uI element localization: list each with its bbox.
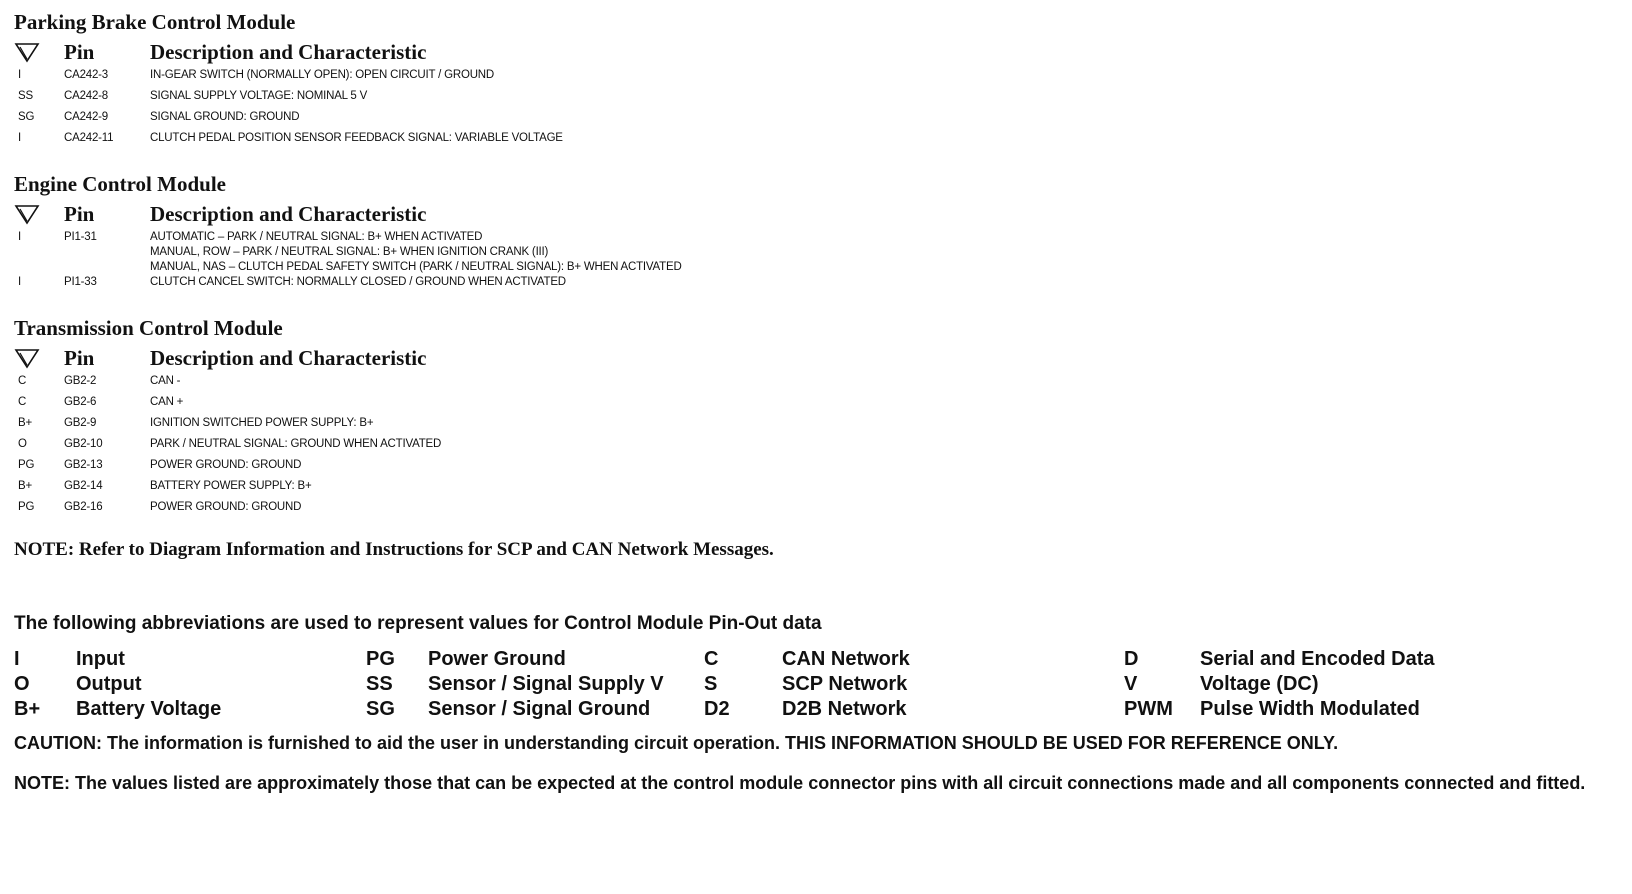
- pin-cell: GB2-10: [64, 438, 103, 450]
- module-title: Parking Brake Control Module: [14, 10, 296, 34]
- type-cell: C: [18, 396, 27, 408]
- desc-cell: SIGNAL GROUND: GROUND: [150, 111, 300, 123]
- abbr-row: [14, 647, 221, 672]
- abbr-code: PWM: [1124, 698, 1173, 720]
- abbr-meaning: Pulse Width Modulated: [1200, 698, 1420, 720]
- desc-cell: BATTERY POWER SUPPLY: B+: [150, 480, 312, 492]
- table-row: [14, 374, 1614, 395]
- table-row: [14, 416, 1614, 437]
- abbr-meaning: Power Ground: [428, 648, 566, 670]
- pin-cell: GB2-14: [64, 480, 103, 492]
- pin-column-header: Pin: [64, 39, 95, 64]
- module-transmission-control: [14, 314, 1614, 521]
- abbr-column: [1124, 647, 1435, 722]
- abbr-row: [1124, 647, 1435, 672]
- type-cell: I: [18, 132, 21, 144]
- document-page: [14, 8, 1614, 795]
- table-row: [14, 500, 1614, 521]
- abbr-meaning: Voltage (DC): [1200, 673, 1319, 695]
- table-row: [14, 437, 1614, 458]
- desc-cell: CLUTCH CANCEL SWITCH: NORMALLY CLOSED / GROUND WHEN ACTIVATED: [150, 276, 566, 288]
- description-column-header: Description and Characteristic: [150, 39, 427, 64]
- pin-cell: CA242-8: [64, 90, 108, 102]
- abbr-column: [14, 647, 221, 722]
- pin-cell: GB2-13: [64, 459, 103, 471]
- desc-cell: CAN -: [150, 375, 181, 387]
- desc-cell: CAN +: [150, 396, 184, 408]
- column-header-row: [14, 342, 1614, 374]
- abbr-row: [366, 647, 664, 672]
- desc-cell: CLUTCH PEDAL POSITION SENSOR FEEDBACK SIGNAL: VARIABLE VOLTAGE: [150, 132, 563, 144]
- abbr-row: [14, 697, 221, 722]
- type-cell: C: [18, 375, 27, 387]
- abbr-code: SS: [366, 673, 393, 695]
- abbr-row: [704, 672, 910, 697]
- type-cell: PG: [18, 501, 35, 513]
- description-column-header: Description and Characteristic: [150, 345, 427, 370]
- desc-cell: POWER GROUND: GROUND: [150, 459, 302, 471]
- network-note: NOTE: Refer to Diagram Information and Instructions for SCP and CAN Network Messages.: [14, 539, 774, 560]
- table-row: [14, 275, 1614, 296]
- table-row: [14, 89, 1614, 110]
- abbr-meaning: D2B Network: [782, 698, 907, 720]
- abbr-row: [1124, 697, 1435, 722]
- abbr-column: [704, 647, 910, 722]
- abbr-code: S: [704, 673, 718, 695]
- abbr-meaning: Serial and Encoded Data: [1200, 648, 1435, 670]
- abbr-code: PG: [366, 648, 395, 670]
- pin-cell: GB2-9: [64, 417, 97, 429]
- type-cell: I: [18, 69, 21, 81]
- abbr-code: B+: [14, 698, 41, 720]
- table-row: [14, 131, 1614, 152]
- abbr-row: [1124, 672, 1435, 697]
- desc-cell: PARK / NEUTRAL SIGNAL: GROUND WHEN ACTIVATED: [150, 438, 442, 450]
- type-cell: O: [18, 438, 27, 450]
- desc-cell: IGNITION SWITCHED POWER SUPPLY: B+: [150, 417, 374, 429]
- pin-cell: GB2-6: [64, 396, 97, 408]
- abbr-meaning: Sensor / Signal Ground: [428, 698, 651, 720]
- abbr-meaning: Output: [76, 673, 142, 695]
- table-row: [14, 68, 1614, 89]
- connector-triangle-icon: [14, 41, 64, 63]
- type-cell: SS: [18, 90, 33, 102]
- desc-cell: POWER GROUND: GROUND: [150, 501, 302, 513]
- abbr-code: O: [14, 673, 30, 695]
- pin-column-header: Pin: [64, 345, 95, 370]
- module-title: Engine Control Module: [14, 172, 226, 196]
- connector-triangle-icon: [14, 347, 64, 369]
- module-parking-brake: [14, 8, 1614, 152]
- abbr-meaning: CAN Network: [782, 648, 910, 670]
- table-row: [14, 479, 1614, 500]
- abbr-meaning: Input: [76, 648, 125, 670]
- module-title: Transmission Control Module: [14, 316, 283, 340]
- desc-cell: AUTOMATIC – PARK / NEUTRAL SIGNAL: B+ WHEN ACTIVATED MANUAL, ROW – PARK / NEUTRAL SIGNAL: B+ WHEN IGNITION CRANK (III) MANUAL, NAS – CLUTCH PEDAL SAFETY SWITCH (PARK / NEUTRAL SIGNAL): B+ WHEN ACTIVATED: [150, 231, 682, 273]
- pin-cell: GB2-16: [64, 501, 103, 513]
- abbr-row: [366, 672, 664, 697]
- desc-cell: IN-GEAR SWITCH (NORMALLY OPEN): OPEN CIRCUIT / GROUND: [150, 69, 495, 81]
- abbr-code: D2: [704, 698, 730, 720]
- type-cell: SG: [18, 111, 35, 123]
- table-row: [14, 230, 1614, 275]
- type-cell: B+: [18, 417, 32, 429]
- abbr-code: V: [1124, 673, 1138, 695]
- abbr-row: [704, 647, 910, 672]
- table-row: [14, 110, 1614, 131]
- type-cell: I: [18, 276, 21, 288]
- pin-column-header: Pin: [64, 201, 95, 226]
- abbr-row: [704, 697, 910, 722]
- abbr-meaning: Battery Voltage: [76, 698, 222, 720]
- description-column-header: Description and Characteristic: [150, 201, 427, 226]
- abbr-code: D: [1124, 648, 1139, 670]
- abbr-code: C: [704, 648, 719, 670]
- abbr-row: [366, 697, 664, 722]
- abbreviations-intro: The following abbreviations are used to represent values for Control Module Pin-Out data: [14, 613, 822, 634]
- type-cell: I: [18, 231, 21, 243]
- values-note: NOTE: The values listed are approximately those that can be expected at the control module connector pins with all circuit connections made and all components connected and fitted.: [14, 773, 1586, 793]
- pin-cell: PI1-31: [64, 231, 97, 243]
- abbr-code: I: [14, 648, 20, 670]
- column-header-row: [14, 198, 1614, 230]
- pin-cell: CA242-9: [64, 111, 108, 123]
- pin-cell: PI1-33: [64, 276, 97, 288]
- desc-cell: SIGNAL SUPPLY VOLTAGE: NOMINAL 5 V: [150, 90, 368, 102]
- pin-cell: CA242-3: [64, 69, 108, 81]
- caution-text: CAUTION: The information is furnished to aid the user in understanding circuit operation. THIS INFORMATION SHOULD BE USED FOR REFERENCE ONLY.: [14, 733, 1339, 753]
- abbr-meaning: SCP Network: [782, 673, 908, 695]
- type-cell: PG: [18, 459, 35, 471]
- pin-cell: GB2-2: [64, 375, 97, 387]
- abbr-column: [366, 647, 664, 722]
- table-row: [14, 395, 1614, 416]
- abbr-row: [14, 672, 221, 697]
- abbr-meaning: Sensor / Signal Supply V: [428, 673, 664, 695]
- abbreviations-legend: [14, 647, 1614, 731]
- connector-triangle-icon: [14, 203, 64, 225]
- table-row: [14, 458, 1614, 479]
- module-engine-control: [14, 170, 1614, 296]
- pin-cell: CA242-11: [64, 132, 114, 144]
- type-cell: B+: [18, 480, 32, 492]
- abbr-code: SG: [366, 698, 395, 720]
- column-header-row: [14, 36, 1614, 68]
